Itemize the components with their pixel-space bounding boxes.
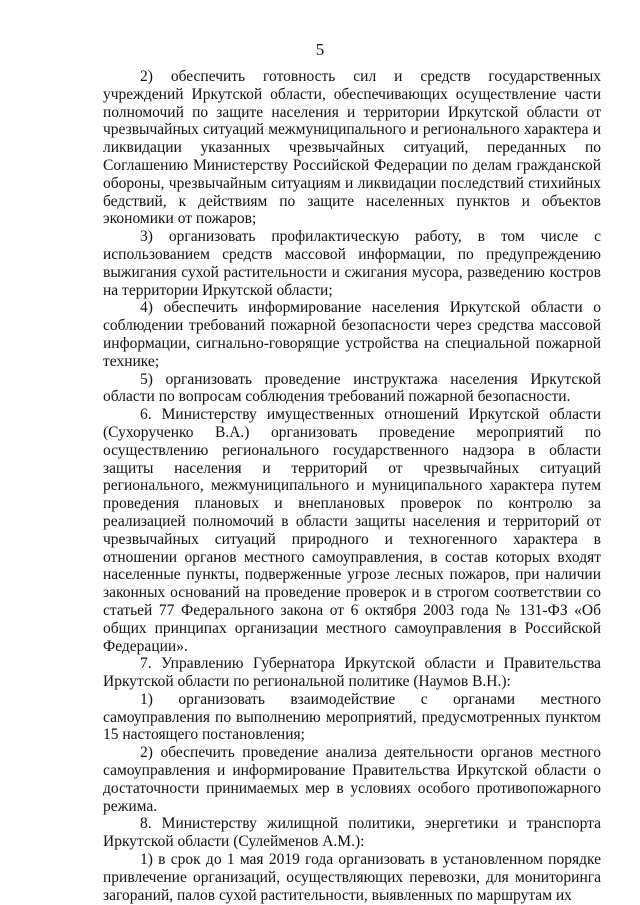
paragraph-section-7: 7. Управлению Губернатора Иркутской области и Правительства Иркутской области по региональной политике (Наумов В.Н.): [103,655,601,691]
paragraph-4-informing: 4) обеспечить информирование населения Иркутской области о соблюдении требований пожарной безопасности через средства массовой информации, сигнально-говорящие устройства на специальной пожарной технике; [103,299,601,370]
document-body [103,68,601,904]
paragraph-7-2: 2) обеспечить проведение анализа деятельности органов местного самоуправления и информирование Правительства Иркутской области о достаточности принимаемых мер в условиях особого противопожарного режима. [103,744,601,815]
page-number: 5 [315,40,325,59]
paragraph-section-6: 6. Министерству имущественных отношений Иркутской области (Сухорученко В.А.) организовать проведение мероприятий по осуществлению регионального государственного надзора в области защиты населения и территорий от чрезвычайных ситуаций регионального, межмуниципального и муниципального характера путем проведения плановых и внеплановых проверок по контролю за реализацией полномочий в области защиты населения и территорий от чрезвычайных ситуаций природного и техногенного характера в отношении органов местного самоуправления, в состав которых входят населенные пункты, подверженные угрозе лесных пожаров, при наличии законных оснований на проведение проверок и в строгом соответствии со статьей 77 Федерального закона от 6 октября 2003 года № 131-ФЗ «Об общих принципах организации местного самоуправления в Российской Федерации». [103,406,601,655]
paragraph-8-1: 1) в срок до 1 мая 2019 года организовать в установленном порядке привлечение организаций, осуществляющих перевозки, для мониторинга загораний, палов сухой растительности, выявленных по маршрутам их [103,851,601,904]
paragraph-3-prevention: 3) организовать профилактическую работу, в том числе с использованием средств массовой информации, по предупреждению выжигания сухой растительности и сжигания мусора, разведению костров на территории Иркутской области; [103,228,601,299]
paragraph-2-readiness: 2) обеспечить готовность сил и средств государственных учреждений Иркутской области, обеспечивающих осуществление части полномочий по защите населения и территории Иркутской области от чрезвычайных ситуаций межмуниципального и регионального характера и ликвидации указанных чрезвычайных ситуаций, переданных по Соглашению Министерству Российской Федерации по делам гражданской обороны, чрезвычайным ситуациям и ликвидации последствий стихийных бедствий, к действиям по защите населенных пунктов и объектов экономики от пожаров; [103,68,601,228]
paragraph-5-instruction: 5) организовать проведение инструктажа населения Иркутской области по вопросам соблюдения требований пожарной безопасности. [103,370,601,406]
paragraph-7-1: 1) организовать взаимодействие с органами местного самоуправления по выполнению мероприятий, предусмотренных пунктом 15 настоящего постановления; [103,690,601,744]
paragraph-section-8: 8. Министерству жилищной политики, энергетики и транспорта Иркутской области (Сулейменов А.М.): [103,815,601,851]
